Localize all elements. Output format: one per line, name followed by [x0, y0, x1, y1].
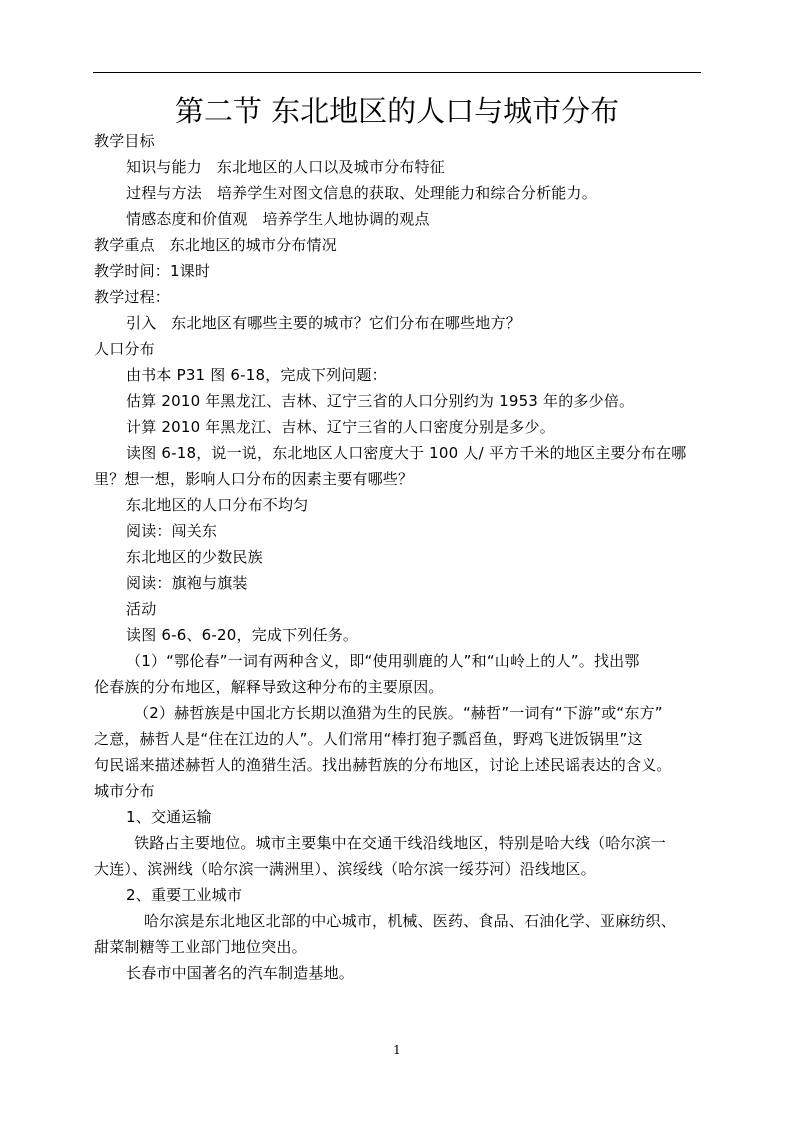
text-line: 教学时间：1课时 — [94, 262, 211, 280]
text-line: 铁路占主要地位。城市主要集中在交通干线沿线地区，特别是哈大线（哈尔滨一 — [134, 834, 667, 852]
text-line: 引入 东北地区有哪些主要的城市？它们分布在哪些地方？ — [126, 314, 521, 332]
text-line: 1、交通运输 — [126, 808, 212, 826]
text-line: 东北地区的人口分布不均匀 — [126, 496, 309, 514]
page-title: 第二节 东北地区的人口与城市分布 — [174, 94, 620, 128]
text-line: 教学目标 — [94, 132, 155, 150]
text-line: 长春市中国著名的汽车制造基地。 — [126, 964, 355, 982]
text-line: 知识与能力 东北地区的人口以及城市分布特征 — [126, 158, 445, 176]
text-line: 之意，赫哲人是“住在江边的人”。人们常用“棒打狍子瓢舀鱼，野鸡飞进饭锅里”这 — [94, 730, 643, 748]
text-line: 伦春族的分布地区，解释导致这种分布的主要原因。 — [94, 678, 444, 696]
text-line: 读图 6-6、6-20，完成下列任务。 — [126, 626, 359, 644]
text-line: 阅读：闯关东 — [126, 522, 218, 540]
text-line: 计算 2010 年黑龙江、吉林、辽宁三省的人口密度分别是多少。 — [126, 418, 555, 436]
text-line: 教学重点 东北地区的城市分布情况 — [94, 236, 337, 254]
text-line: 由书本 P31 图 6-18，完成下列问题： — [126, 366, 387, 384]
text-line: 甜菜制糖等工业部门地位突出。 — [94, 938, 307, 956]
text-line: 过程与方法 培养学生对图文信息的获取、处理能力和综合分析能力。 — [126, 184, 597, 202]
text-line: （2）赫哲族是中国北方长期以渔猎为生的民族。“赫哲”一词有“下游”或“东方” — [134, 704, 663, 722]
text-line: 人口分布 — [94, 340, 155, 358]
text-line: 情感态度和价值观 培养学生人地协调的观点 — [126, 210, 430, 228]
text-line: 2、重要工业城市 — [126, 886, 243, 904]
text-line: 阅读：旗袍与旗装 — [126, 574, 248, 592]
text-line: 哈尔滨是东北地区北部的中心城市，机械、医药、食品、石油化学、亚麻纺织、 — [144, 912, 677, 930]
document-body — [94, 128, 706, 986]
text-line: 里？想一想，影响人口分布的因素主要有哪些？ — [94, 470, 414, 488]
text-line: 东北地区的少数民族 — [126, 548, 263, 566]
text-line: 教学过程： — [94, 288, 171, 306]
text-line: 活动 — [126, 600, 157, 618]
text-line: 大连）、滨洲线（哈尔滨一满洲里）、滨绥线（哈尔滨一绥芬河）沿线地区。 — [94, 860, 596, 878]
text-line: 读图 6-18，说一说，东北地区人口密度大于 100 人/ 平方千米的地区主要分布在哪 — [126, 444, 687, 462]
text-line: 句民谣来描述赫哲人的渔猎生活。找出赫哲族的分布地区，讨论上述民谣表达的含义。 — [94, 756, 672, 774]
text-line: 城市分布 — [94, 782, 155, 800]
text-line: 估算 2010 年黑龙江、吉林、辽宁三省的人口分别约为 1953 年的多少倍。 — [126, 392, 635, 410]
page-number: 1 — [393, 1043, 401, 1057]
header-rule — [93, 72, 701, 73]
text-line: （1）“鄂伦春”一词有两种含义，即“使用驯鹿的人”和“山岭上的人”。找出鄂 — [126, 652, 640, 670]
